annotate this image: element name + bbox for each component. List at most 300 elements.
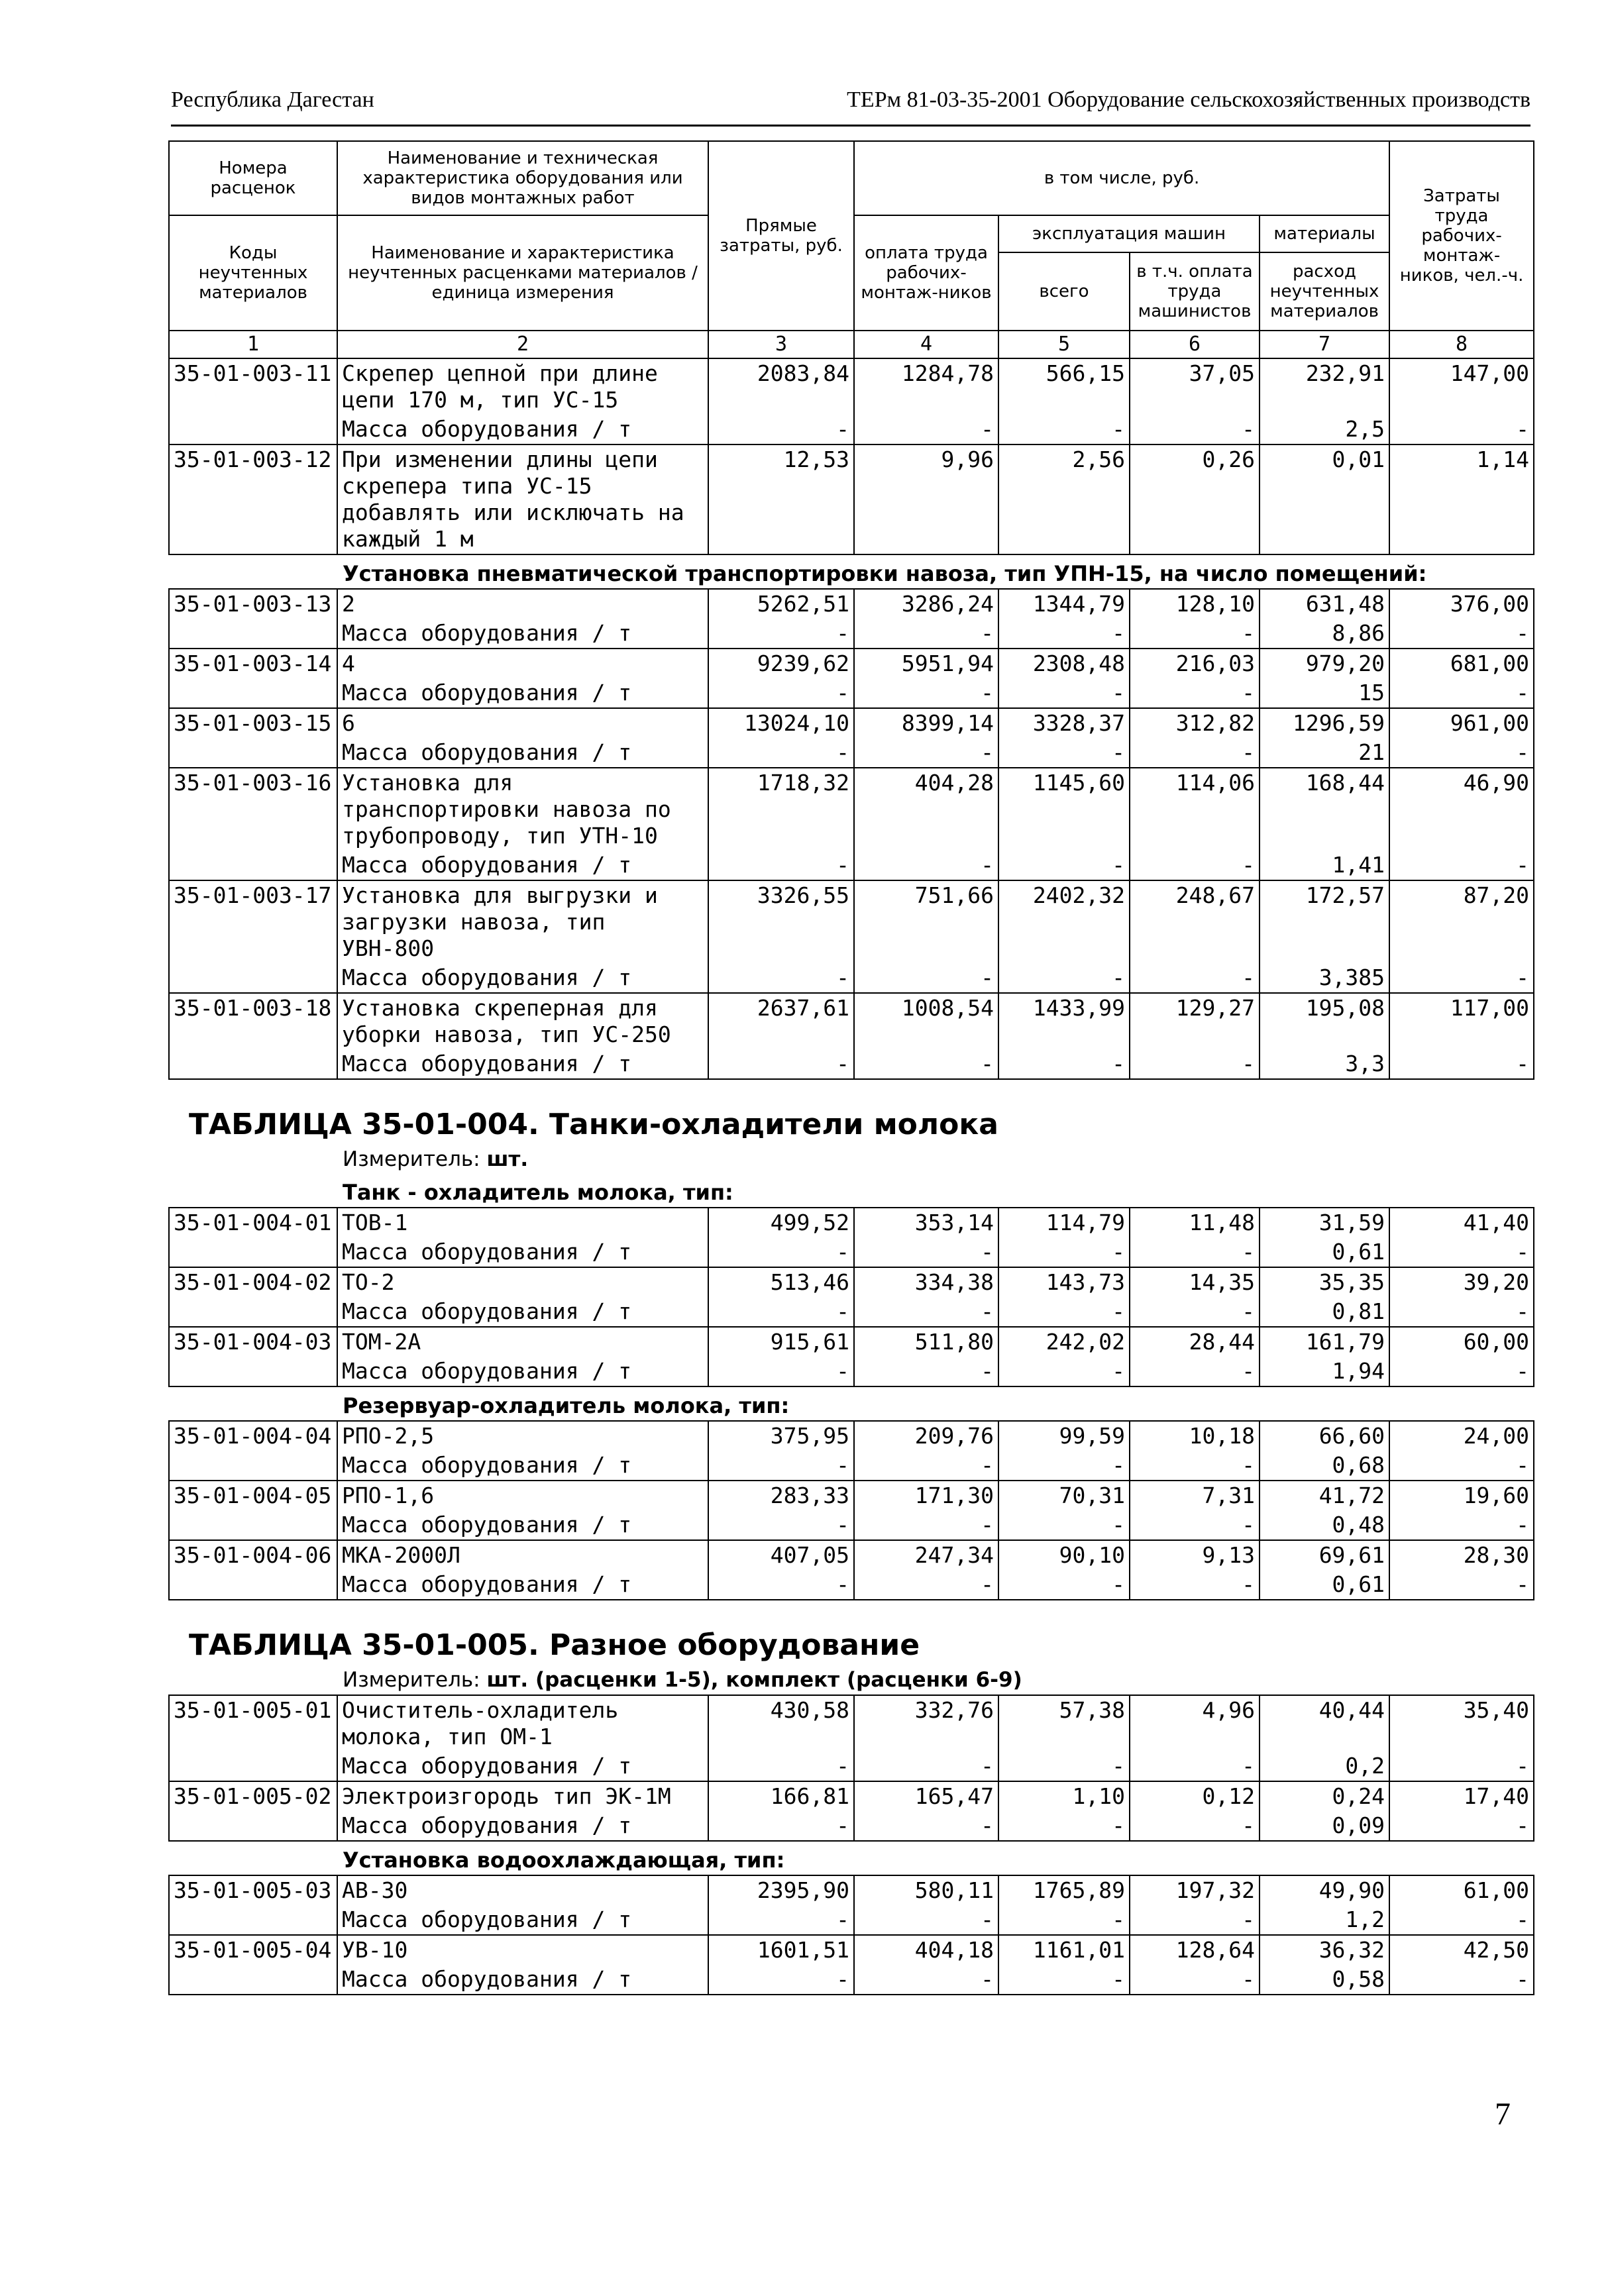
mass-value: - <box>708 1357 854 1386</box>
rate-value: 407,05 <box>708 1540 854 1570</box>
mass-value: - <box>998 678 1130 708</box>
mass-value: - <box>1389 963 1534 993</box>
mass-row <box>169 1751 1534 1781</box>
mass-code-cell <box>169 1451 337 1481</box>
rate-value: 36,32 <box>1260 1935 1389 1965</box>
rate-code: 35-01-003-12 <box>169 444 337 554</box>
mass-value: - <box>1389 738 1534 768</box>
rate-value: 9239,62 <box>708 649 854 678</box>
mass-value: 0,09 <box>1260 1811 1389 1841</box>
rate-value: 1145,60 <box>998 768 1130 851</box>
rate-code: 35-01-005-03 <box>169 1875 337 1905</box>
rate-code: 35-01-004-03 <box>169 1327 337 1357</box>
mass-label: Масса оборудования / т <box>337 1905 708 1935</box>
mass-value: - <box>998 1751 1130 1781</box>
column-number: 1 <box>169 331 337 358</box>
rate-value: 195,08 <box>1260 993 1389 1049</box>
mass-value: - <box>854 1751 998 1781</box>
mass-value: - <box>1130 1811 1260 1841</box>
mass-value: - <box>1389 1049 1534 1079</box>
table-row <box>169 1781 1534 1811</box>
rate-value: 232,91 <box>1260 358 1389 415</box>
rate-value: 334,38 <box>854 1267 998 1297</box>
mass-row <box>169 851 1534 880</box>
mass-value: - <box>854 678 998 708</box>
group-heading-row <box>169 1386 1534 1421</box>
mass-code-cell <box>169 851 337 880</box>
rate-value: 0,26 <box>1130 444 1260 554</box>
rate-value: 46,90 <box>1389 768 1534 851</box>
mass-value: - <box>1130 1510 1260 1540</box>
rate-value: 2395,90 <box>708 1875 854 1905</box>
mass-value: 21 <box>1260 738 1389 768</box>
meter <box>169 1145 1534 1174</box>
rate-value: 197,32 <box>1130 1875 1260 1905</box>
rate-value: 31,59 <box>1260 1208 1389 1237</box>
group-heading-row <box>169 554 1534 589</box>
column-numbers-row <box>169 331 1534 358</box>
mass-value: - <box>708 1965 854 1995</box>
meter-label: Измеритель: <box>343 1147 480 1171</box>
mass-value: - <box>998 1237 1130 1267</box>
mass-value: - <box>998 1357 1130 1386</box>
mass-value: - <box>854 1237 998 1267</box>
rate-value: 13024,10 <box>708 708 854 738</box>
page-header <box>171 85 1530 127</box>
rates-table <box>168 140 1534 1995</box>
mass-value: - <box>854 1811 998 1841</box>
rate-name: Установка для транспортировки навоза по трубопроводу, тип УТН-10 <box>337 768 708 851</box>
rate-value: 60,00 <box>1389 1327 1534 1357</box>
rate-value: 242,02 <box>998 1327 1130 1357</box>
rate-value: 376,00 <box>1389 589 1534 619</box>
rate-value: 41,72 <box>1260 1481 1389 1510</box>
mass-code-cell <box>169 619 337 649</box>
table-row <box>169 649 1534 678</box>
rate-value: 42,50 <box>1389 1935 1534 1965</box>
rate-value: 283,33 <box>708 1481 854 1510</box>
mass-value: - <box>998 1451 1130 1481</box>
meter <box>169 1665 1534 1695</box>
heading-spacer <box>169 1841 337 1875</box>
rate-value: 168,44 <box>1260 768 1389 851</box>
mass-row <box>169 738 1534 768</box>
mass-value: - <box>708 1905 854 1935</box>
rate-name: АВ-30 <box>337 1875 708 1905</box>
mass-value: - <box>708 1570 854 1600</box>
mass-value: - <box>708 1451 854 1481</box>
mass-value: - <box>854 1510 998 1540</box>
rate-value: 10,18 <box>1130 1421 1260 1451</box>
rate-name: Электроизгородь тип ЭК-1М <box>337 1781 708 1811</box>
rate-value: 12,53 <box>708 444 854 554</box>
mass-value: 0,61 <box>1260 1237 1389 1267</box>
mass-value: 0,2 <box>1260 1751 1389 1781</box>
mass-code-cell <box>169 1237 337 1267</box>
rate-value: 1344,79 <box>998 589 1130 619</box>
mass-code-cell <box>169 1905 337 1935</box>
rate-value: 14,35 <box>1130 1267 1260 1297</box>
mass-value: - <box>708 1510 854 1540</box>
mass-row <box>169 619 1534 649</box>
mass-value: - <box>708 1049 854 1079</box>
rate-value: 24,00 <box>1389 1421 1534 1451</box>
rate-value: 37,05 <box>1130 358 1260 415</box>
mass-value: - <box>854 1905 998 1935</box>
rate-value: 4,96 <box>1130 1695 1260 1751</box>
rate-value: 1,10 <box>998 1781 1130 1811</box>
table-row <box>169 589 1534 619</box>
mass-value: - <box>998 1297 1130 1327</box>
mass-value: - <box>1130 1049 1260 1079</box>
mass-value: - <box>708 1751 854 1781</box>
mass-row <box>169 1297 1534 1327</box>
rate-value: 513,46 <box>708 1267 854 1297</box>
mass-row <box>169 1965 1534 1995</box>
rate-value: 147,00 <box>1389 358 1534 415</box>
rate-value: 499,52 <box>708 1208 854 1237</box>
document-title: ТЕРм 81-03-35-2001 Оборудование сельскохозяйственных производств <box>847 87 1530 112</box>
mass-value: - <box>854 1965 998 1995</box>
rate-value: 171,30 <box>854 1481 998 1510</box>
group-heading: Резервуар-охладитель молока, тип: <box>343 1393 790 1418</box>
rate-value: 915,61 <box>708 1327 854 1357</box>
rate-code: 35-01-004-05 <box>169 1481 337 1510</box>
col-material-consumption: расход неучтенных материалов <box>1260 252 1389 331</box>
rate-value: 128,64 <box>1130 1935 1260 1965</box>
rate-value: 1718,32 <box>708 768 854 851</box>
mass-label: Масса оборудования / т <box>337 1751 708 1781</box>
rate-value: 70,31 <box>998 1481 1130 1510</box>
mass-value: - <box>998 1811 1130 1841</box>
table-title: ТАБЛИЦА 35-01-004. Танки-охладители молока <box>189 1108 998 1141</box>
mass-value: - <box>1389 1297 1534 1327</box>
mass-row <box>169 1510 1534 1540</box>
heading-spacer <box>169 1174 337 1208</box>
rate-value: 40,44 <box>1260 1695 1389 1751</box>
mass-code-cell <box>169 1965 337 1995</box>
table-row <box>169 768 1534 851</box>
col-materials: материалы <box>1260 215 1389 252</box>
table-title: ТАБЛИЦА 35-01-005. Разное оборудование <box>189 1628 920 1662</box>
mass-label: Масса оборудования / т <box>337 1570 708 1600</box>
rate-code: 35-01-005-01 <box>169 1695 337 1751</box>
mass-value: - <box>854 1357 998 1386</box>
rate-value: 17,40 <box>1389 1781 1534 1811</box>
rate-value: 28,30 <box>1389 1540 1534 1570</box>
rate-value: 165,47 <box>854 1781 998 1811</box>
mass-value: - <box>998 1905 1130 1935</box>
rate-value: 1765,89 <box>998 1875 1130 1905</box>
rate-value: 566,15 <box>998 358 1130 415</box>
region-title: Республика Дагестан <box>171 87 374 112</box>
mass-value: - <box>708 963 854 993</box>
rate-value: 19,60 <box>1389 1481 1534 1510</box>
mass-value: - <box>998 1510 1130 1540</box>
mass-value: - <box>1389 1751 1534 1781</box>
rate-value: 35,35 <box>1260 1267 1389 1297</box>
mass-value: - <box>1130 1570 1260 1600</box>
rate-code: 35-01-005-02 <box>169 1781 337 1811</box>
rate-value: 69,61 <box>1260 1540 1389 1570</box>
mass-label: Масса оборудования / т <box>337 1049 708 1079</box>
meter-row <box>169 1665 1534 1695</box>
mass-value: 0,61 <box>1260 1570 1389 1600</box>
mass-value: - <box>708 851 854 880</box>
mass-row <box>169 415 1534 444</box>
rate-value: 751,66 <box>854 880 998 963</box>
rate-code: 35-01-003-13 <box>169 589 337 619</box>
rate-value: 128,10 <box>1130 589 1260 619</box>
mass-value: - <box>1130 738 1260 768</box>
column-number: 6 <box>1130 331 1260 358</box>
mass-value: - <box>1389 851 1534 880</box>
col-name: Наименование и техническая характеристика оборудования или видов монтажных работ <box>337 141 708 215</box>
column-number: 8 <box>1389 331 1534 358</box>
mass-code-cell <box>169 678 337 708</box>
table-row <box>169 1540 1534 1570</box>
rate-value: 353,14 <box>854 1208 998 1237</box>
mass-code-cell <box>169 1570 337 1600</box>
rate-value: 61,00 <box>1389 1875 1534 1905</box>
mass-value: 3,3 <box>1260 1049 1389 1079</box>
mass-value: 0,58 <box>1260 1965 1389 1995</box>
table-body <box>169 358 1534 1995</box>
rate-name: РПО-2,5 <box>337 1421 708 1451</box>
mass-value: - <box>854 1297 998 1327</box>
rate-value: 5262,51 <box>708 589 854 619</box>
mass-label: Масса оборудования / т <box>337 1451 708 1481</box>
heading-spacer <box>169 554 337 589</box>
group-heading: Установка пневматической транспортировки навоза, тип УПН-15, на число помещений: <box>343 561 1427 586</box>
rate-name: МКА-2000Л <box>337 1540 708 1570</box>
mass-label: Масса оборудования / т <box>337 1357 708 1386</box>
rate-value: 248,67 <box>1130 880 1260 963</box>
mass-value: - <box>1130 1297 1260 1327</box>
col-operator-wages: в т.ч. оплата труда машинистов <box>1130 252 1260 331</box>
mass-label: Масса оборудования / т <box>337 738 708 768</box>
mass-value: - <box>854 619 998 649</box>
table-row <box>169 444 1534 554</box>
rate-value: 979,20 <box>1260 649 1389 678</box>
rate-code: 35-01-004-02 <box>169 1267 337 1297</box>
mass-code-cell <box>169 1297 337 1327</box>
table-row <box>169 880 1534 963</box>
mass-value: - <box>1389 619 1534 649</box>
table-title-row <box>169 1600 1534 1665</box>
rate-name: 4 <box>337 649 708 678</box>
mass-row <box>169 1905 1534 1935</box>
mass-value: - <box>1389 415 1534 444</box>
rate-name: Скрепер цепной при длине цепи 170 м, тип УС-15 <box>337 358 708 415</box>
mass-value: - <box>708 619 854 649</box>
rate-code: 35-01-003-17 <box>169 880 337 963</box>
mass-row <box>169 1570 1534 1600</box>
mass-label: Масса оборудования / т <box>337 851 708 880</box>
mass-row <box>169 678 1534 708</box>
column-number: 2 <box>337 331 708 358</box>
mass-value: - <box>708 678 854 708</box>
rate-value: 49,90 <box>1260 1875 1389 1905</box>
mass-value: - <box>1389 678 1534 708</box>
mass-value: - <box>854 1570 998 1600</box>
rate-value: 8399,14 <box>854 708 998 738</box>
rate-value: 332,76 <box>854 1695 998 1751</box>
mass-value: - <box>1389 1905 1534 1935</box>
rate-value: 3328,37 <box>998 708 1130 738</box>
rate-value: 511,80 <box>854 1327 998 1357</box>
table-row <box>169 993 1534 1049</box>
rate-value: 3286,24 <box>854 589 998 619</box>
rate-value: 0,24 <box>1260 1781 1389 1811</box>
mass-value: - <box>854 1451 998 1481</box>
table-row <box>169 1267 1534 1297</box>
mass-code-cell <box>169 1811 337 1841</box>
mass-row <box>169 1811 1534 1841</box>
rate-code: 35-01-004-01 <box>169 1208 337 1237</box>
mass-value: - <box>1389 1510 1534 1540</box>
mass-value: 15 <box>1260 678 1389 708</box>
group-heading-row <box>169 1174 1534 1208</box>
rate-value: 7,31 <box>1130 1481 1260 1510</box>
mass-value: - <box>1130 851 1260 880</box>
rate-value: 11,48 <box>1130 1208 1260 1237</box>
mass-value: - <box>854 1049 998 1079</box>
rate-value: 117,00 <box>1389 993 1534 1049</box>
mass-row <box>169 963 1534 993</box>
table-row <box>169 1935 1534 1965</box>
table-row <box>169 1481 1534 1510</box>
rate-value: 114,06 <box>1130 768 1260 851</box>
mass-row <box>169 1357 1534 1386</box>
group-heading: Танк - охладитель молока, тип: <box>343 1180 733 1205</box>
table-row <box>169 1327 1534 1357</box>
rate-value: 312,82 <box>1130 708 1260 738</box>
rate-code: 35-01-004-06 <box>169 1540 337 1570</box>
mass-label: Масса оборудования / т <box>337 415 708 444</box>
rate-value: 9,13 <box>1130 1540 1260 1570</box>
mass-value: - <box>854 738 998 768</box>
meter-value: шт. (расценки 1-5), комплект (расценки 6-9) <box>486 1668 1022 1692</box>
mass-value: - <box>708 1237 854 1267</box>
rate-name: ТОВ-1 <box>337 1208 708 1237</box>
rate-value: 631,48 <box>1260 589 1389 619</box>
table-title-row <box>169 1079 1534 1145</box>
mass-value: - <box>1389 1570 1534 1600</box>
rate-name: При изменении длины цепи скрепера типа УС-15 добавлять или исключать на каждый 1 м <box>337 444 708 554</box>
mass-value: - <box>1130 1751 1260 1781</box>
col-labor-hours: Затраты труда рабочих-монтаж-ников, чел.-ч. <box>1389 141 1534 331</box>
rate-value: 961,00 <box>1389 708 1534 738</box>
rate-value: 2637,61 <box>708 993 854 1049</box>
col-worker-wages: оплата труда рабочих-монтаж-ников <box>854 215 998 331</box>
mass-value: - <box>1130 678 1260 708</box>
rate-value: 87,20 <box>1389 880 1534 963</box>
mass-value: - <box>854 415 998 444</box>
rate-value: 247,34 <box>854 1540 998 1570</box>
mass-value: - <box>998 851 1130 880</box>
rate-value: 209,76 <box>854 1421 998 1451</box>
mass-value: - <box>854 963 998 993</box>
rate-value: 41,40 <box>1389 1208 1534 1237</box>
mass-code-cell <box>169 1357 337 1386</box>
mass-value: - <box>708 738 854 768</box>
mass-value: - <box>1130 1965 1260 1995</box>
mass-value: - <box>1389 1965 1534 1995</box>
rate-name: Установка скреперная для уборки навоза, тип УС-250 <box>337 993 708 1049</box>
rate-name: РПО-1,6 <box>337 1481 708 1510</box>
table-header <box>169 141 1534 358</box>
table-row <box>169 1695 1534 1751</box>
rate-code: 35-01-003-16 <box>169 768 337 851</box>
mass-value: - <box>998 1570 1130 1600</box>
mass-value: 3,385 <box>1260 963 1389 993</box>
mass-value: - <box>1389 1811 1534 1841</box>
rate-value: 39,20 <box>1389 1267 1534 1297</box>
mass-value: - <box>998 963 1130 993</box>
rate-value: 1296,59 <box>1260 708 1389 738</box>
mass-value: - <box>998 738 1130 768</box>
rate-value: 28,44 <box>1130 1327 1260 1357</box>
mass-value: 2,5 <box>1260 415 1389 444</box>
mass-value: - <box>1130 963 1260 993</box>
col-including: в том числе, руб. <box>854 141 1389 215</box>
column-number: 3 <box>708 331 854 358</box>
mass-value: 1,94 <box>1260 1357 1389 1386</box>
rate-name: УВ-10 <box>337 1935 708 1965</box>
column-number: 5 <box>998 331 1130 358</box>
rate-value: 580,11 <box>854 1875 998 1905</box>
mass-label: Масса оборудования / т <box>337 1811 708 1841</box>
mass-value: 0,68 <box>1260 1451 1389 1481</box>
rate-name: Очиститель-охладитель молока, тип ОМ-1 <box>337 1695 708 1751</box>
meter-row <box>169 1145 1534 1174</box>
rate-value: 430,58 <box>708 1695 854 1751</box>
rate-value: 2,56 <box>998 444 1130 554</box>
rate-name: Установка для выгрузки и загрузки навоза, тип УВН-800 <box>337 880 708 963</box>
mass-value: 8,86 <box>1260 619 1389 649</box>
mass-value: - <box>998 1965 1130 1995</box>
mass-value: - <box>1389 1357 1534 1386</box>
rate-value: 1284,78 <box>854 358 998 415</box>
rate-value: 2402,32 <box>998 880 1130 963</box>
rate-value: 216,03 <box>1130 649 1260 678</box>
meter-label: Измеритель: <box>343 1668 480 1692</box>
rate-code: 35-01-003-15 <box>169 708 337 738</box>
mass-code-cell <box>169 1049 337 1079</box>
mass-label: Масса оборудования / т <box>337 1510 708 1540</box>
table-row <box>169 708 1534 738</box>
rate-code: 35-01-005-04 <box>169 1935 337 1965</box>
mass-value: - <box>1389 1451 1534 1481</box>
rate-value: 129,27 <box>1130 993 1260 1049</box>
mass-code-cell <box>169 415 337 444</box>
rate-value: 1433,99 <box>998 993 1130 1049</box>
rate-code: 35-01-004-04 <box>169 1421 337 1451</box>
mass-label: Масса оборудования / т <box>337 1965 708 1995</box>
mass-value: - <box>998 415 1130 444</box>
mass-value: - <box>708 1811 854 1841</box>
mass-code-cell <box>169 1751 337 1781</box>
col-machine-total: всего <box>998 252 1130 331</box>
rate-value: 161,79 <box>1260 1327 1389 1357</box>
mass-row <box>169 1237 1534 1267</box>
mass-label: Масса оборудования / т <box>337 1297 708 1327</box>
rate-value: 99,59 <box>998 1421 1130 1451</box>
rate-value: 1601,51 <box>708 1935 854 1965</box>
mass-label: Масса оборудования / т <box>337 1237 708 1267</box>
group-heading: Установка водоохлаждающая, тип: <box>343 1848 785 1873</box>
